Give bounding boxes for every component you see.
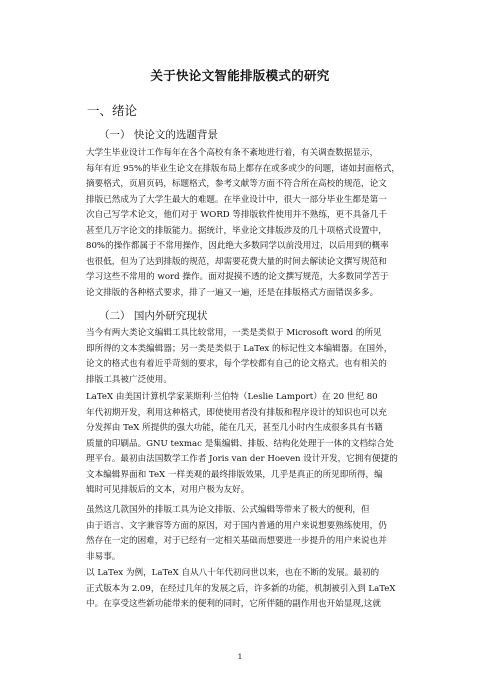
text-line: 由于语言、文字兼容等方面的原因，对于国内普通的用户来说想要熟练使用，仍	[86, 520, 387, 531]
text-line: 中。在享受这些新功能带来的便利的同时，它所伴随的副作用也开始显现,这就	[86, 599, 381, 609]
text-line: 即所得的文本类编辑器；另一类是类似于 LaTex 的标记性文本编辑器。在国外，	[86, 343, 393, 354]
paragraph-background	[86, 146, 401, 301]
paragraph-tools	[86, 326, 396, 388]
text-line: 摘要格式，页眉页码，标题格式，参考文献等方面不符合所在高校的规范，论文	[86, 179, 387, 189]
text-line: 虽然这几款国外的排版工具为论文排版、公式编辑等带来了极大的便利，但	[86, 505, 370, 515]
text-line: 分发挥由 TeX 所提供的强大功能，能在几天，甚至几小时内生成很多具有书籍	[86, 423, 383, 433]
text-line: 论文排版的各种格式要求，排了一遍又一遍，还是在排版格式方面错误多多。	[86, 287, 379, 298]
paragraph-latex	[86, 390, 396, 499]
subsection-heading-background: （一） 快论文的选题背景	[99, 129, 218, 141]
text-line: 学习这些不常用的 word 操作。面对捉摸不透的论文撰写规范，大多数同学苦于	[86, 272, 389, 282]
text-line: 甚至几万字论文的排版能力。据统计，毕业论文排版涉及的几十项格式设置中，	[86, 225, 387, 236]
text-line: 也很低，但为了达到排版的规范，却需要花费大量的时间去解读论文撰写规范和	[86, 256, 387, 267]
text-line: 以 LaTex 为例，LaTeX 自从八十年代初问世以来，也在不断的发展。最初的	[86, 568, 380, 578]
text-line: 当今有两大类论文编辑工具比较常用，一类是类似于 Microsoft word 的所见	[86, 328, 382, 338]
text-line: 质量的印刷品。GNU texmac 是集编辑、排版、结构化处理于一体的文档综合处	[86, 438, 394, 449]
text-line: 正式版本为 2.09，在经过几年的发展之后，许多新的功能，机制被引入到 LaTeX	[86, 583, 396, 594]
paragraph-latex-history	[86, 566, 396, 613]
text-line: 年代初期开发，利用这种格式，即使使用者没有排版和程序设计的知识也可以充	[86, 407, 387, 418]
text-line: 论文的格式也有着近乎苛刻的要求，每个学校都有自己的论文格式。也有相关的	[86, 359, 387, 369]
text-line: 辑时可见排版后的文本，对用户极为友好。	[86, 485, 250, 495]
text-line: 理平台。最初由法国数学工作者 Joris van der Hoeven 设计开发，它拥有便捷的	[86, 454, 398, 464]
page-number: 1	[237, 652, 243, 661]
text-line: 次自己写学术论文，他们对于 WORD 等排版软件使用并不熟练，更不具备几千	[86, 210, 388, 220]
text-line: 非易事。	[86, 551, 121, 562]
text-line: 排版工具被广泛使用。	[86, 374, 172, 385]
subsection-heading-research-status: （二） 国内外研究现状	[99, 310, 208, 322]
section-heading: 一、绪论	[87, 103, 138, 118]
text-line: 排版已然成为了大学生最大的难题。在毕业设计中，很大一部分毕业生都是第一	[86, 194, 387, 205]
text-line: 80%的操作都属于不常用操作，因此绝大多数同学以前没用过，以后用到的概率	[86, 241, 389, 251]
paragraph-foreign-tools	[86, 503, 396, 565]
text-line: 然存在一定的困难，对于已经有一定相关基础而想要进一步提升的用户来说也并	[86, 536, 387, 546]
paper-title: 关于快论文智能排版模式的研究	[150, 68, 330, 83]
text-line: LaTeX 由美国计算机学家莱斯利·兰伯特（Leslie Lamport）在 20 世纪 80	[86, 392, 378, 402]
text-line: 大学生毕业设计工作每年在各个高校有条不紊地进行着，有关调查数据显示，	[86, 148, 379, 158]
text-line: 文本编辑界面和 TeX 一样美观的最终排版效果，几乎是真正的所见即所得，编	[86, 469, 383, 480]
text-line: 每年有近 95%的毕业生论文在排版布局上都存在或多或少的问题，诸如封面格式，	[86, 163, 401, 174]
